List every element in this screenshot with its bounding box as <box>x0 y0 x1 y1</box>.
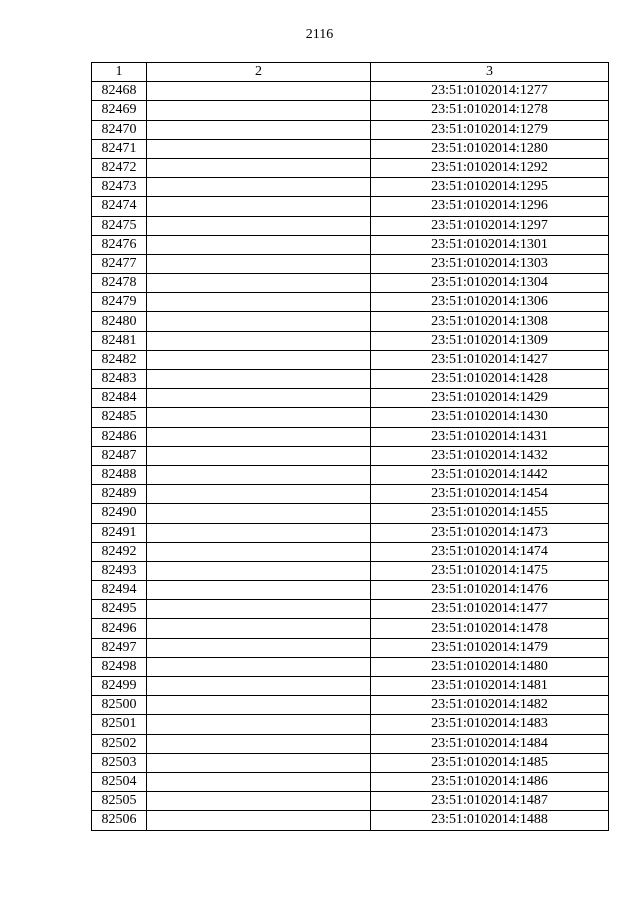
cadastral-number-cell: 23:51:0102014:1279 <box>371 120 609 139</box>
table-row <box>92 542 609 561</box>
table-row <box>92 715 609 734</box>
row-number-cell: 82501 <box>92 715 147 734</box>
row-number-cell: 82471 <box>92 139 147 158</box>
cadastral-number-cell: 23:51:0102014:1295 <box>371 178 609 197</box>
table-row <box>92 120 609 139</box>
cadastral-number-cell: 23:51:0102014:1296 <box>371 197 609 216</box>
table-row <box>92 331 609 350</box>
description-cell <box>147 82 371 101</box>
cadastral-number-cell: 23:51:0102014:1476 <box>371 581 609 600</box>
cadastral-number-cell: 23:51:0102014:1480 <box>371 657 609 676</box>
description-cell <box>147 753 371 772</box>
row-number-cell: 82492 <box>92 542 147 561</box>
row-number-cell: 82478 <box>92 274 147 293</box>
cadastral-number-cell: 23:51:0102014:1432 <box>371 446 609 465</box>
description-cell <box>147 274 371 293</box>
cadastral-number-cell: 23:51:0102014:1280 <box>371 139 609 158</box>
row-number-cell: 82474 <box>92 197 147 216</box>
table-body <box>92 82 609 830</box>
table-row <box>92 427 609 446</box>
cadastral-number-cell: 23:51:0102014:1479 <box>371 638 609 657</box>
cadastral-number-cell: 23:51:0102014:1475 <box>371 561 609 580</box>
row-number-cell: 82469 <box>92 101 147 120</box>
table-row <box>92 581 609 600</box>
description-cell <box>147 408 371 427</box>
cadastral-number-cell: 23:51:0102014:1430 <box>371 408 609 427</box>
table-row <box>92 523 609 542</box>
table-row <box>92 753 609 772</box>
description-cell <box>147 792 371 811</box>
cadastral-number-cell: 23:51:0102014:1485 <box>371 753 609 772</box>
description-cell <box>147 734 371 753</box>
registry-table <box>91 62 609 831</box>
table-row <box>92 677 609 696</box>
table-row <box>92 254 609 273</box>
description-cell <box>147 158 371 177</box>
column-header-2: 2 <box>147 63 371 82</box>
cadastral-number-cell: 23:51:0102014:1429 <box>371 389 609 408</box>
cadastral-number-cell: 23:51:0102014:1483 <box>371 715 609 734</box>
cadastral-number-cell: 23:51:0102014:1486 <box>371 772 609 791</box>
description-cell <box>147 178 371 197</box>
cadastral-number-cell: 23:51:0102014:1477 <box>371 600 609 619</box>
row-number-cell: 82502 <box>92 734 147 753</box>
row-number-cell: 82480 <box>92 312 147 331</box>
table-row <box>92 657 609 676</box>
cadastral-number-cell: 23:51:0102014:1309 <box>371 331 609 350</box>
cadastral-number-cell: 23:51:0102014:1487 <box>371 792 609 811</box>
table-row <box>92 504 609 523</box>
cadastral-number-cell: 23:51:0102014:1308 <box>371 312 609 331</box>
cadastral-number-cell: 23:51:0102014:1488 <box>371 811 609 830</box>
description-cell <box>147 293 371 312</box>
description-cell <box>147 638 371 657</box>
description-cell <box>147 581 371 600</box>
description-cell <box>147 101 371 120</box>
table-row <box>92 561 609 580</box>
cadastral-number-cell: 23:51:0102014:1473 <box>371 523 609 542</box>
cadastral-number-cell: 23:51:0102014:1481 <box>371 677 609 696</box>
row-number-cell: 82496 <box>92 619 147 638</box>
row-number-cell: 82494 <box>92 581 147 600</box>
row-number-cell: 82470 <box>92 120 147 139</box>
row-number-cell: 82483 <box>92 370 147 389</box>
description-cell <box>147 446 371 465</box>
description-cell <box>147 523 371 542</box>
page-number: 2116 <box>305 27 334 42</box>
table-row <box>92 178 609 197</box>
cadastral-number-cell: 23:51:0102014:1427 <box>371 350 609 369</box>
description-cell <box>147 619 371 638</box>
cadastral-number-cell: 23:51:0102014:1442 <box>371 465 609 484</box>
table-row <box>92 792 609 811</box>
description-cell <box>147 427 371 446</box>
table-row <box>92 370 609 389</box>
description-cell <box>147 350 371 369</box>
cadastral-number-cell: 23:51:0102014:1478 <box>371 619 609 638</box>
cadastral-number-cell: 23:51:0102014:1484 <box>371 734 609 753</box>
row-number-cell: 82495 <box>92 600 147 619</box>
description-cell <box>147 504 371 523</box>
cadastral-number-cell: 23:51:0102014:1297 <box>371 216 609 235</box>
description-cell <box>147 120 371 139</box>
table-row <box>92 465 609 484</box>
cadastral-number-cell: 23:51:0102014:1301 <box>371 235 609 254</box>
table-row <box>92 350 609 369</box>
cadastral-number-cell: 23:51:0102014:1431 <box>371 427 609 446</box>
description-cell <box>147 370 371 389</box>
table-row <box>92 600 609 619</box>
cadastral-number-cell: 23:51:0102014:1455 <box>371 504 609 523</box>
column-header-3: 3 <box>371 63 609 82</box>
row-number-cell: 82484 <box>92 389 147 408</box>
description-cell <box>147 331 371 350</box>
table-row <box>92 312 609 331</box>
cadastral-number-cell: 23:51:0102014:1428 <box>371 370 609 389</box>
description-cell <box>147 389 371 408</box>
cadastral-number-cell: 23:51:0102014:1277 <box>371 82 609 101</box>
row-number-cell: 82486 <box>92 427 147 446</box>
description-cell <box>147 254 371 273</box>
row-number-cell: 82479 <box>92 293 147 312</box>
row-number-cell: 82488 <box>92 465 147 484</box>
row-number-cell: 82473 <box>92 178 147 197</box>
row-number-cell: 82506 <box>92 811 147 830</box>
row-number-cell: 82491 <box>92 523 147 542</box>
table-row <box>92 446 609 465</box>
row-number-cell: 82503 <box>92 753 147 772</box>
cadastral-number-cell: 23:51:0102014:1303 <box>371 254 609 273</box>
cadastral-number-cell: 23:51:0102014:1454 <box>371 485 609 504</box>
table-row <box>92 734 609 753</box>
description-cell <box>147 235 371 254</box>
table-header <box>92 63 609 82</box>
row-number-cell: 82482 <box>92 350 147 369</box>
description-cell <box>147 600 371 619</box>
description-cell <box>147 485 371 504</box>
description-cell <box>147 561 371 580</box>
row-number-cell: 82476 <box>92 235 147 254</box>
table-row <box>92 293 609 312</box>
table-row <box>92 158 609 177</box>
table-row <box>92 235 609 254</box>
row-number-cell: 82490 <box>92 504 147 523</box>
column-header-1: 1 <box>92 63 147 82</box>
description-cell <box>147 312 371 331</box>
cadastral-number-cell: 23:51:0102014:1292 <box>371 158 609 177</box>
row-number-cell: 82498 <box>92 657 147 676</box>
table-row <box>92 696 609 715</box>
description-cell <box>147 696 371 715</box>
table-row <box>92 216 609 235</box>
description-cell <box>147 677 371 696</box>
description-cell <box>147 772 371 791</box>
row-number-cell: 82489 <box>92 485 147 504</box>
cadastral-number-cell: 23:51:0102014:1304 <box>371 274 609 293</box>
table-row <box>92 197 609 216</box>
table-row <box>92 638 609 657</box>
row-number-cell: 82485 <box>92 408 147 427</box>
row-number-cell: 82499 <box>92 677 147 696</box>
description-cell <box>147 216 371 235</box>
cadastral-number-cell: 23:51:0102014:1482 <box>371 696 609 715</box>
description-cell <box>147 197 371 216</box>
row-number-cell: 82505 <box>92 792 147 811</box>
table-row <box>92 274 609 293</box>
description-cell <box>147 657 371 676</box>
table-row <box>92 101 609 120</box>
cadastral-number-cell: 23:51:0102014:1474 <box>371 542 609 561</box>
row-number-cell: 82504 <box>92 772 147 791</box>
row-number-cell: 82477 <box>92 254 147 273</box>
table-row <box>92 82 609 101</box>
table-row <box>92 811 609 830</box>
row-number-cell: 82475 <box>92 216 147 235</box>
table-row <box>92 772 609 791</box>
table-row <box>92 485 609 504</box>
cadastral-number-cell: 23:51:0102014:1278 <box>371 101 609 120</box>
row-number-cell: 82481 <box>92 331 147 350</box>
row-number-cell: 82487 <box>92 446 147 465</box>
row-number-cell: 82497 <box>92 638 147 657</box>
header-row <box>92 63 609 82</box>
cadastral-number-cell: 23:51:0102014:1306 <box>371 293 609 312</box>
row-number-cell: 82493 <box>92 561 147 580</box>
row-number-cell: 82468 <box>92 82 147 101</box>
description-cell <box>147 542 371 561</box>
table-row <box>92 408 609 427</box>
table-row <box>92 619 609 638</box>
description-cell <box>147 715 371 734</box>
description-cell <box>147 811 371 830</box>
table-row <box>92 389 609 408</box>
description-cell <box>147 465 371 484</box>
row-number-cell: 82472 <box>92 158 147 177</box>
row-number-cell: 82500 <box>92 696 147 715</box>
table-row <box>92 139 609 158</box>
description-cell <box>147 139 371 158</box>
